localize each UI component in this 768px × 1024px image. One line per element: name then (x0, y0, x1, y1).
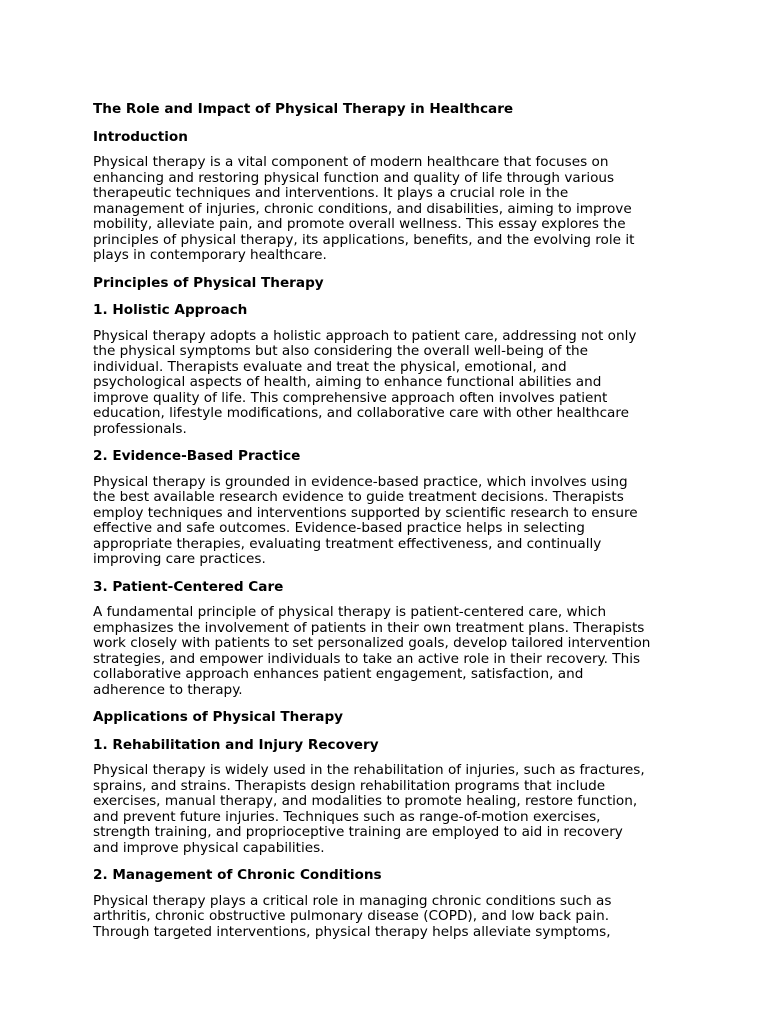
paragraph-rehabilitation: Physical therapy is widely used in the rehabilitation of injuries, such as fractures, sprains, and strains. Therapists design rehabilitation programs that include exercises, manual therapy, and modalities to promote healing, restore function, and prevent future injuries. Techniques such as range-of-motion exercises, strength training, and proprioceptive training are employed to aid in recovery and improve physical capabilities. (93, 762, 645, 856)
subheading-chronic-conditions: 2. Management of Chronic Conditions (93, 867, 382, 883)
section-heading-principles: Principles of Physical Therapy (93, 274, 324, 291)
paragraph-chronic-conditions: Physical therapy plays a critical role in managing chronic conditions such as arthritis, chronic obstructive pulmonary disease (COPD), and low back pain. Through targeted interventions, physical therapy helps alleviate symptoms, (93, 892, 612, 940)
paragraph-evidence-based-practice: Physical therapy is grounded in evidence-based practice, which involves using the best available research evidence to guide treatment decisions. Therapists employ techniques and interventions supported by scientific research to ensure effective and safe outcomes. Evidence-based practice helps in selecting appropriate therapies, evaluating treatment effectiveness, and continually improving care practices. (93, 473, 638, 567)
paragraph-introduction: Physical therapy is a vital component of modern healthcare that focuses on enhancing and restoring physical function and quality of life through various therapeutic techniques and interventions. It plays a crucial role in the management of injuries, chronic conditions, and disabilities, aiming to improve mobility, alleviate pain, and promote overall wellness. This essay explores the principles of physical therapy, its applications, benefits, and the evolving role it plays in contemporary healthcare. (93, 154, 635, 263)
section-heading-introduction: Introduction (93, 128, 188, 145)
subheading-patient-centered-care: 3. Patient-Centered Care (93, 578, 284, 595)
document-page (93, 100, 683, 950)
paragraph-patient-centered-care: A fundamental principle of physical therapy is patient-centered care, which emphasizes the involvement of patients in their own treatment plans. Therapists work closely with patients to set personalized goals, develop tailored intervention strategies, and empower individuals to take an active role in their recovery. This collaborative approach enhances patient engagement, satisfaction, and adherence to therapy. (93, 604, 651, 698)
subheading-evidence-based-practice: 2. Evidence-Based Practice (93, 448, 301, 464)
paragraph-holistic-approach: Physical therapy adopts a holistic approach to patient care, addressing not only the physical symptoms but also considering the overall well-being of the individual. Therapists evaluate and treat the physical, emotional, and psychological aspects of health, aiming to enhance functional abilities and improve quality of life. This comprehensive approach often involves patient education, lifestyle modifications, and collaborative care with other healthcare professionals. (93, 327, 637, 437)
subheading-holistic-approach: 1. Holistic Approach (93, 302, 248, 318)
document-title: The Role and Impact of Physical Therapy in Healthcare (93, 101, 514, 117)
subheading-rehabilitation: 1. Rehabilitation and Injury Recovery (93, 736, 379, 753)
section-heading-applications: Applications of Physical Therapy (93, 709, 344, 725)
